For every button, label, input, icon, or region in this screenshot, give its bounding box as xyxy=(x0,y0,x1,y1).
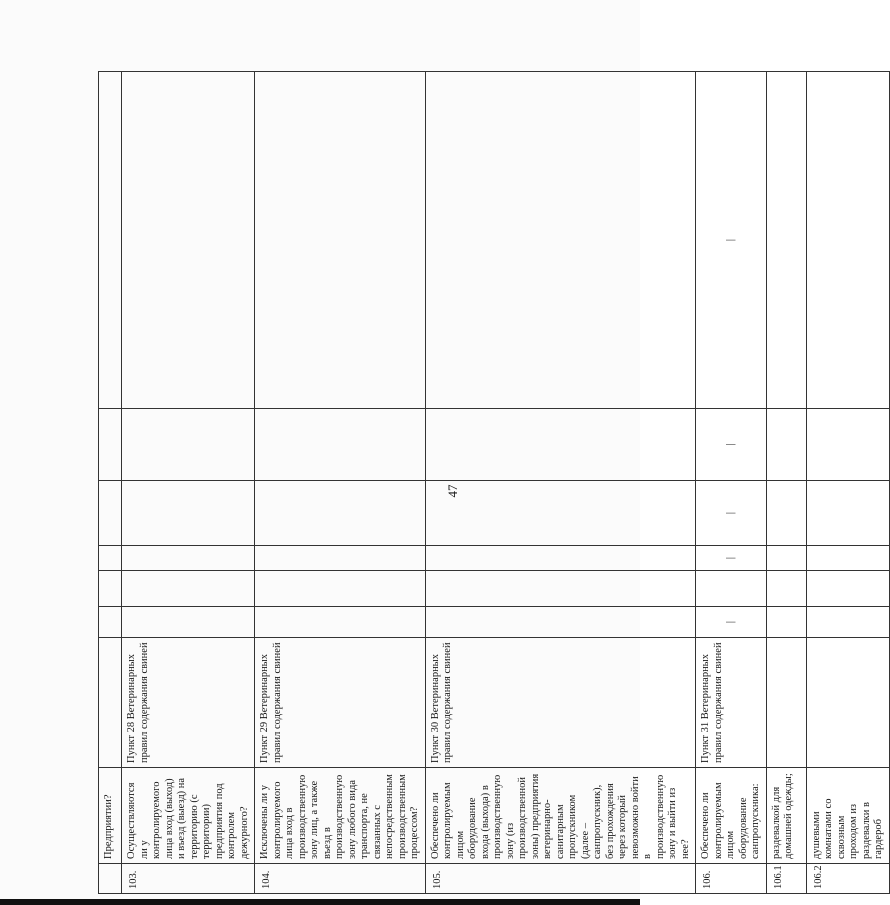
mark-cell xyxy=(122,571,255,607)
mark-cell xyxy=(255,409,426,481)
mark-cell xyxy=(255,481,426,546)
mark-cell xyxy=(425,571,696,607)
mark-cell xyxy=(122,481,255,546)
mark-cell xyxy=(806,409,889,481)
mark-cell xyxy=(425,546,696,571)
question-cell: Обеспечено ли контролируемым лицом оборудование санпропускника: xyxy=(696,768,767,864)
page-number: 47 xyxy=(445,484,460,498)
mark-cell xyxy=(99,571,122,607)
mark-cell: | xyxy=(696,72,767,409)
mark-cell xyxy=(766,546,806,571)
mark-cell xyxy=(766,571,806,607)
question-cell: раздевалкой для домашней одежды; xyxy=(766,768,806,864)
mark-cell xyxy=(425,72,696,409)
mark-cell xyxy=(766,607,806,638)
checklist-table xyxy=(98,71,890,894)
mark-cell xyxy=(255,546,426,571)
mark-cell xyxy=(766,409,806,481)
mark-cell xyxy=(99,546,122,571)
reference-cell xyxy=(766,638,806,768)
row-number: 103. xyxy=(122,864,255,894)
question-cell: Исключены ли у контролируемого лица вход в производственную зону лиц, а также въезд в производственную зону любого вида транспорта, не связанных с непосредственным производственным процессом? xyxy=(255,768,426,864)
reference-cell xyxy=(99,638,122,768)
reference-cell xyxy=(806,638,889,768)
mark-cell xyxy=(122,607,255,638)
row-number: 105. xyxy=(425,864,696,894)
table-row xyxy=(99,72,122,894)
table-row xyxy=(425,72,696,894)
question-cell: Обеспечено ли контролируемым лицом оборудование входа (выхода) в производственную зону (из производственной зоны) предприятия ветеринарно-санитарным пропускником (далее – санпропускник), без прохождения через который невозможно войти в производственную зону и выйти из нее? xyxy=(425,768,696,864)
row-number: 106.1 xyxy=(766,864,806,894)
mark-cell xyxy=(99,72,122,409)
table-row xyxy=(255,72,426,894)
mark-cell xyxy=(122,546,255,571)
mark-cell xyxy=(766,72,806,409)
mark-cell xyxy=(122,409,255,481)
mark-cell xyxy=(806,546,889,571)
mark-cell xyxy=(255,72,426,409)
mark-cell xyxy=(122,72,255,409)
reference-cell: Пункт 30 Ветеринарных правил содержания свиней xyxy=(425,638,696,768)
mark-cell xyxy=(766,481,806,546)
mark-cell: | xyxy=(696,409,767,481)
reference-cell: Пункт 31 Ветеринарных правил содержания свиней xyxy=(696,638,767,768)
question-cell: Осуществляются ли у контролируемого лица вход (выход) и въезд (выезд) на территорию (с территории) предприятия под контролем дежурного? xyxy=(122,768,255,864)
mark-cell: | xyxy=(696,481,767,546)
mark-cell xyxy=(255,607,426,638)
mark-cell xyxy=(425,409,696,481)
mark-cell xyxy=(99,607,122,638)
mark-cell xyxy=(425,481,696,546)
rotated-page-content xyxy=(98,72,884,894)
row-number: 104. xyxy=(255,864,426,894)
mark-cell xyxy=(806,481,889,546)
row-number: 106. xyxy=(696,864,767,894)
reference-cell: Пункт 29 Ветеринарных правил содержания свиней xyxy=(255,638,426,768)
mark-cell xyxy=(99,481,122,546)
mark-cell xyxy=(696,571,767,607)
table-row xyxy=(122,72,255,894)
mark-cell xyxy=(806,571,889,607)
question-cell: Предприятии? xyxy=(99,768,122,864)
table-row xyxy=(766,72,806,894)
scan-edge-bar xyxy=(0,899,640,905)
row-number xyxy=(99,864,122,894)
mark-cell xyxy=(99,409,122,481)
table-row xyxy=(696,72,767,894)
reference-cell: Пункт 28 Ветеринарных правил содержания свиней xyxy=(122,638,255,768)
mark-cell xyxy=(806,72,889,409)
question-cell: душевыми комнатами со сквозным проходом из раздевалки в гардероб xyxy=(806,768,889,864)
mark-cell xyxy=(255,571,426,607)
row-number: 106.2 xyxy=(806,864,889,894)
mark-cell: | xyxy=(696,546,767,571)
mark-cell xyxy=(806,607,889,638)
mark-cell xyxy=(425,607,696,638)
table-row xyxy=(806,72,889,894)
mark-cell: | xyxy=(696,607,767,638)
